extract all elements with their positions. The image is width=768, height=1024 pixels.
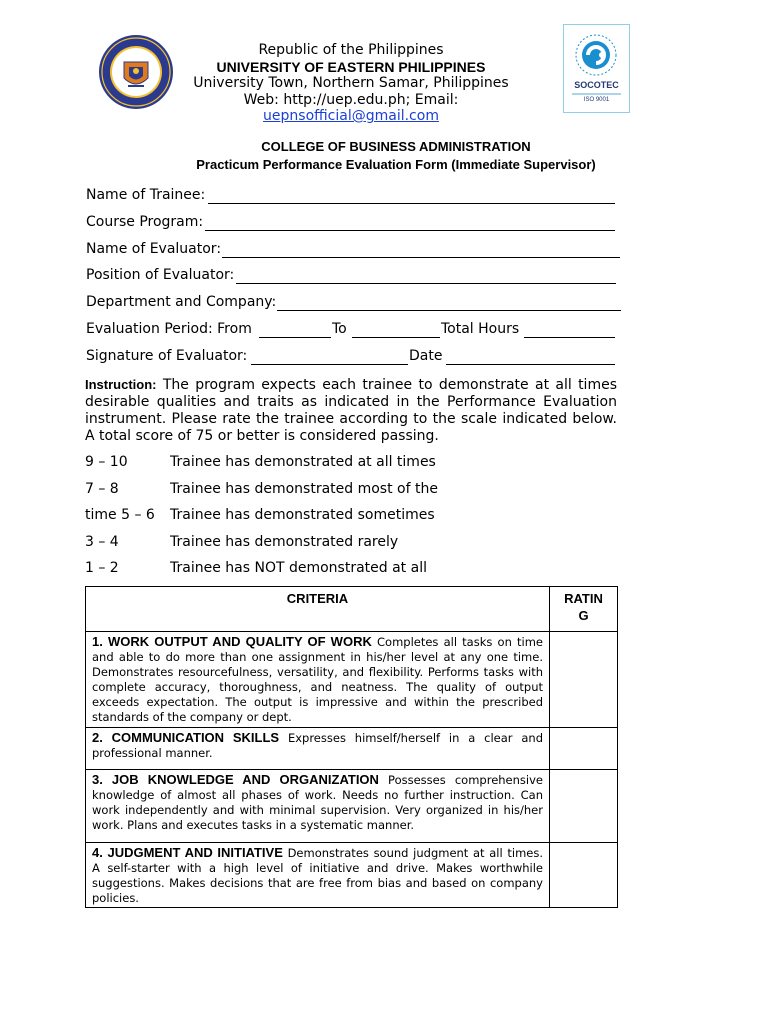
evaluator-blank[interactable] [222, 257, 620, 258]
form-title: Practicum Performance Evaluation Form (Immediate Supervisor) [196, 157, 596, 172]
criteria-cell [86, 728, 550, 770]
course-blank[interactable] [205, 230, 615, 231]
scale-desc: Trainee has demonstrated at all times [170, 454, 436, 470]
scale-range: 9 – 10 [85, 454, 128, 470]
criteria-description: Completes all tasks on time and able to do more than one assignment in his/her level at any one time. Demonstrates resourcefulness, versatility, and flexibility. Performs tasks with complete accuracy, thoroughness, and neatness. The quality of output exceeds expectation. The output is impressive and within the prescribed standards of the company or dept. [92, 635, 543, 724]
college-heading [90, 138, 702, 174]
criteria-table [85, 586, 618, 908]
instruction-label: Instruction: [85, 377, 157, 392]
rating-header-line1: RATIN [564, 591, 603, 606]
signature-blank[interactable] [251, 364, 408, 365]
criteria-title: 4. JUDGMENT AND INITIATIVE [92, 845, 283, 860]
department-blank[interactable] [277, 310, 621, 311]
position-blank[interactable] [236, 283, 616, 284]
criteria-cell [86, 770, 550, 843]
web-email-line [160, 92, 542, 125]
evaluator-label: Name of Evaluator: [86, 241, 222, 257]
trainee-blank[interactable] [208, 203, 615, 204]
scale-range: time 5 – 6 [85, 507, 155, 523]
scale-desc: Trainee has demonstrated sometimes [170, 507, 435, 523]
scale-row [85, 454, 436, 470]
table-row [86, 728, 618, 770]
course-label: Course Program: [86, 214, 204, 230]
table-row [86, 843, 618, 908]
criteria-description: Expresses himself/herself in a clear and professional manner. [92, 731, 544, 760]
rating-cell[interactable] [550, 728, 618, 770]
criteria-header: CRITERIA [86, 587, 550, 632]
rating-cell[interactable] [550, 843, 618, 908]
scale-row [85, 534, 399, 550]
criteria-title: 3. JOB KNOWLEDGE AND ORGANIZATION [92, 772, 379, 787]
iso-label: ISO 9001 [583, 97, 610, 103]
rating-cell[interactable] [550, 770, 618, 843]
university-name: UNIVERSITY OF EASTERN PHILIPPINES [216, 58, 486, 75]
socotec-label: SOCOTEC [574, 80, 619, 90]
trainee-label: Name of Trainee: [86, 187, 206, 203]
date-label: Date [409, 348, 443, 364]
total-hours-blank[interactable] [524, 337, 615, 338]
table-row [86, 632, 618, 728]
republic-line: Republic of the Philippines [258, 42, 444, 58]
instruction-text: The program expects each trainee to demonstrate at all times desirable qualities and traits as indicated in the Performance Evaluation instrument. Please rate the trainee according to the scale indicated below. A total score of 75 or better is considered passing. [85, 377, 617, 444]
evaluator-field [86, 241, 221, 257]
date-blank[interactable] [446, 364, 615, 365]
criteria-cell [86, 843, 550, 908]
scale-row [85, 507, 435, 523]
trainee-field [86, 187, 205, 203]
instruction-paragraph [85, 376, 617, 445]
scale-range: 7 – 8 [85, 481, 119, 497]
scale-row [85, 481, 438, 497]
total-hours-label: Total Hours [441, 321, 520, 337]
socotec-certification-logo [563, 24, 630, 113]
email-link[interactable]: uepnsofficial@gmail.com [263, 108, 439, 124]
department-field [86, 294, 276, 310]
table-row [86, 770, 618, 843]
scale-row [85, 560, 427, 576]
scale-range: 3 – 4 [85, 534, 119, 550]
scale-desc: Trainee has NOT demonstrated at all [170, 560, 427, 576]
rating-cell[interactable] [550, 632, 618, 728]
scale-desc: Trainee has demonstrated most of the [170, 481, 438, 497]
position-field [86, 267, 234, 283]
college-name: COLLEGE OF BUSINESS ADMINISTRATION [261, 139, 531, 154]
criteria-description: Possesses comprehensive knowledge of almost all phases of work. Needs no further instruction. Can work independently and with minimal supervision. Very organized in his/her work. Plans and executes tasks in a systematic manner. [92, 773, 543, 832]
letterhead [160, 42, 542, 125]
criteria-title: 2. COMMUNICATION SKILLS [92, 730, 280, 745]
table-header-row [86, 587, 618, 632]
web-label: Web: http://uep.edu.ph; Email: [243, 91, 459, 108]
rating-header [550, 587, 618, 632]
period-to-label: To [332, 321, 347, 337]
scale-range: 1 – 2 [85, 560, 119, 576]
rating-header-line2: G [578, 608, 589, 623]
criteria-description: Demonstrates sound judgment at all times. A self-starter with a high level of initiative and drive. Makes worthwhile suggestions. Makes decisions that are free from bias and based on company policies. [92, 846, 543, 905]
position-label: Position of Evaluator: [86, 267, 235, 283]
course-field [86, 214, 203, 230]
criteria-title: 1. WORK OUTPUT AND QUALITY OF WORK [92, 634, 372, 649]
department-label: Department and Company: [86, 294, 277, 310]
scale-desc: Trainee has demonstrated rarely [170, 534, 399, 550]
signature-label: Signature of Evaluator: [86, 348, 248, 364]
university-address: University Town, Northern Samar, Philippines [193, 75, 509, 91]
criteria-cell [86, 632, 550, 728]
period-to-blank[interactable] [352, 337, 440, 338]
period-label: Evaluation Period: From [86, 321, 252, 337]
period-from-blank[interactable] [259, 337, 331, 338]
